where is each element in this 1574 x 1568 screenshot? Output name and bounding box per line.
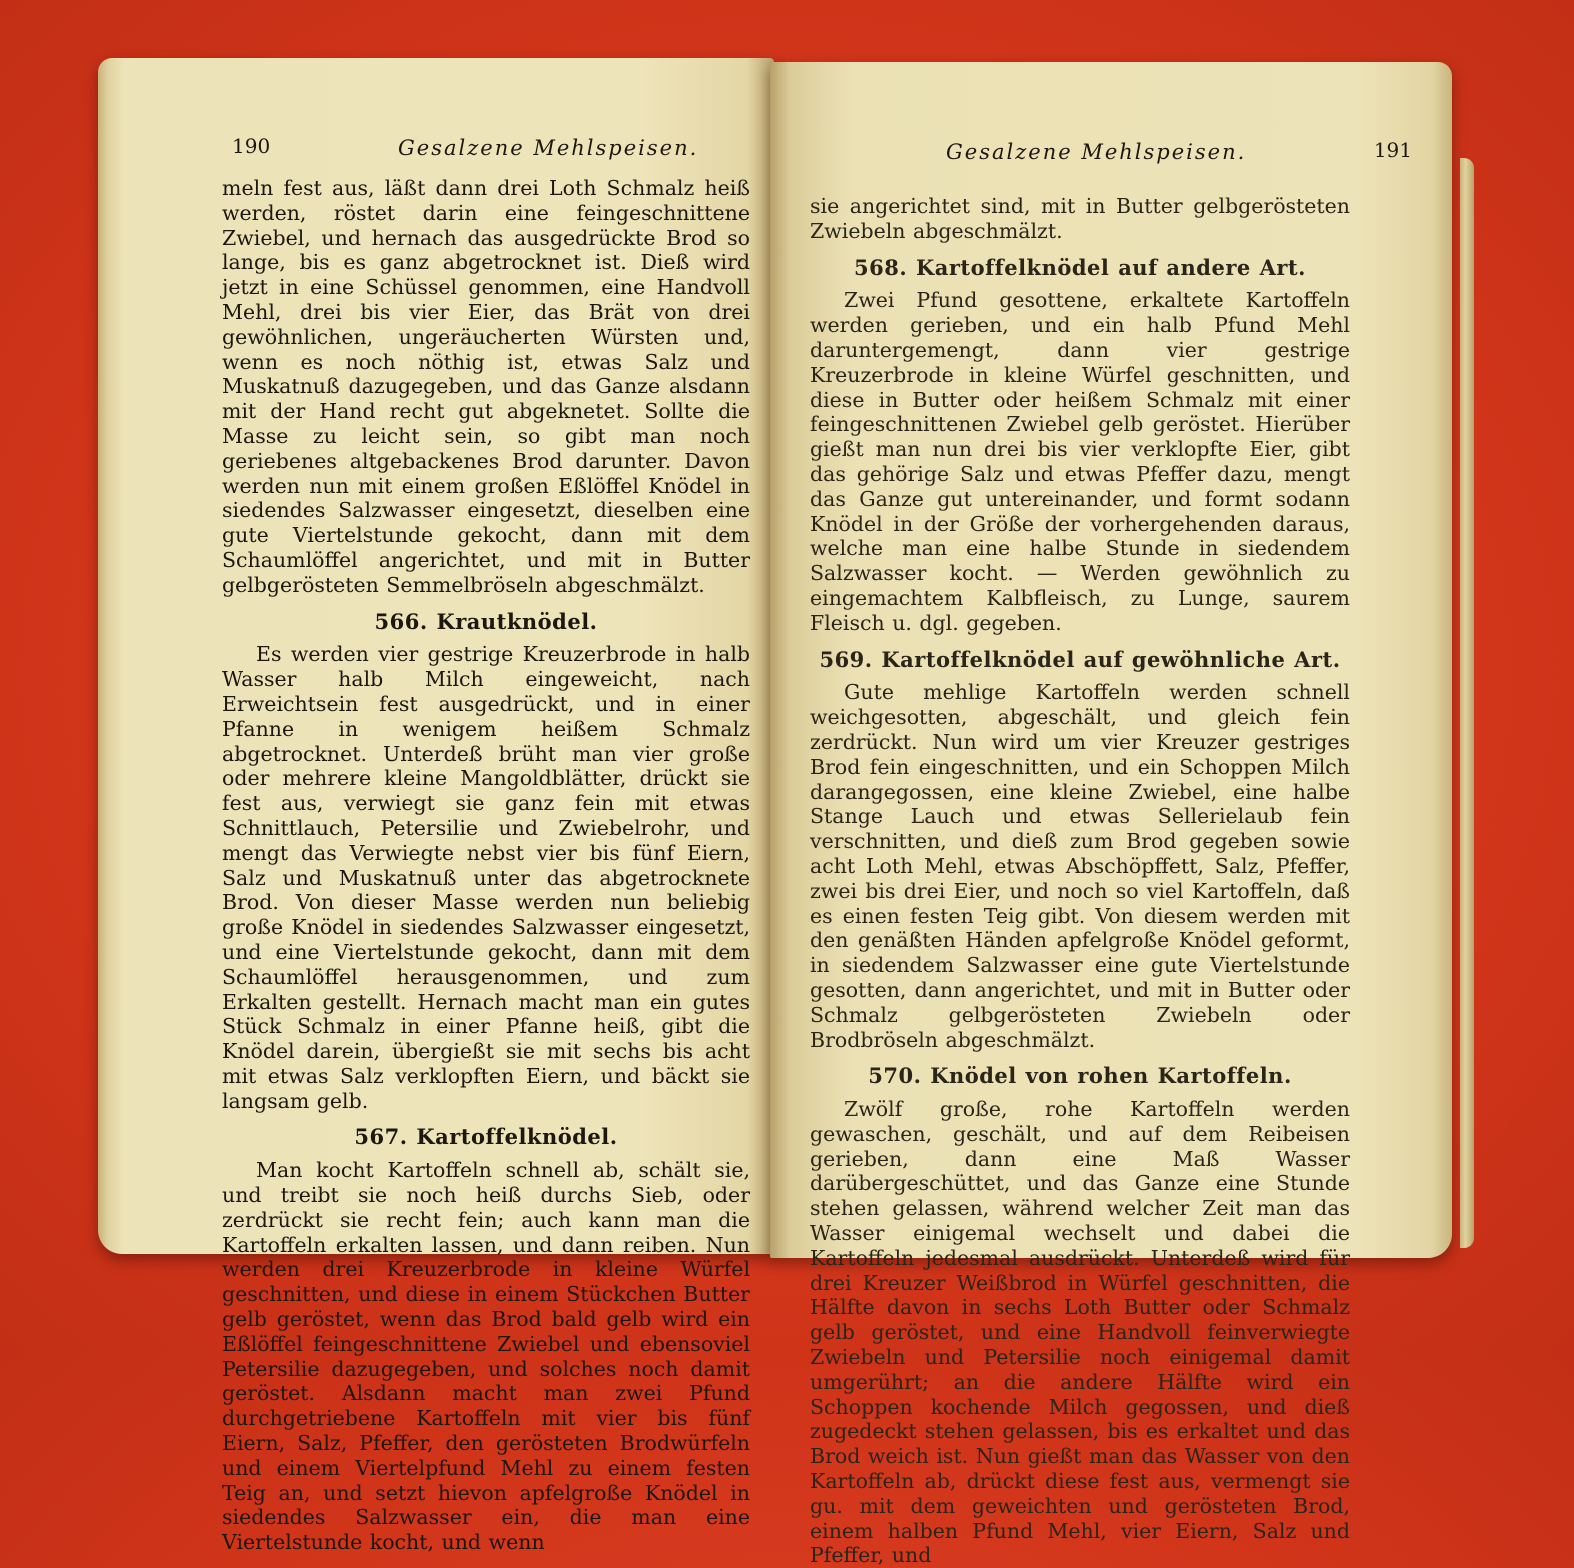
recipe-title-570: 570. Knödel von rohen Kartoffeln. [868, 1063, 1292, 1089]
recipe-text-568: Zwei Pfund gesottene, erkaltete Kartoffeln werden gerieben, und ein halb Pfund Mehl daruntergemengt, dann vier gestrige Kreuzerbrode in kleine Würfel geschnitten, und diese in Butter oder heißem Schmalz mit einer feingeschnittenen Zwiebel gelb geröstet. Hierüber gießt man nun drei bis vier verklopfte Eier, gibt das gehörige Salz und etwas Pfeffer dazu, mengt das Ganze gut untereinander, und formt sodann Knödel in der Größe der vorhergehenden daraus, welche man eine halbe Stunde in siedendem Salzwasser kocht. — Werden gewöhnlich zu eingemachtem Kalbfleisch, zu Lunge, saurem Fleisch u. dgl. gegeben. [810, 288, 1350, 635]
right-page-text [810, 194, 1350, 1568]
recipe-text-569: Gute mehlige Kartoffeln werden schnell weichgesotten, abgeschält, und gleich fein zerdrückt. Nun wird um vier Kreuzer gestriges Brod fein eingeschnitten, und ein Schoppen Milch darangegossen, eine kleine Zwiebel, eine halbe Stange Lauch und etwas Sellerielaub fein verschnitten, und dieß zum Brod gegeben sowie acht Loth Mehl, etwas Abschöpffett, Salz, Pfeffer, zwei bis drei Eier, und noch so viel Kartoffeln, daß es einen festen Teig gibt. Von diesem werden mit den genäßten Händen apfelgroße Knödel geformt, in siedendem Salzwasser eine gute Viertelstunde gesotten, dann angerichtet, und mit in Butter oder Schmalz gelbgerösteten Zwiebeln oder Brodbröseln abgeschmälzt. [810, 680, 1350, 1052]
recipe-title-566: 566. Krautknödel. [374, 608, 598, 634]
recipe-title-568: 568. Kartoffelknödel auf andere Art. [854, 254, 1306, 280]
running-head-right: Gesalzene Mehlspeisen. [946, 140, 1247, 164]
page-number-left: 190 [232, 134, 271, 158]
recipe-title-567: 567. Kartoffelknödel. [354, 1124, 618, 1150]
running-head-left: Gesalzene Mehlspeisen. [398, 136, 699, 160]
continuation-paragraph: meln fest aus, läßt dann drei Loth Schmalz heiß werden, röstet darin eine feingeschnittene Zwiebel, und hernach das ausgedrückte Brod so lange, bis es ganz abgetrocknet ist. Dieß wird jetzt in eine Schüssel genommen, eine Handvoll Mehl, drei bis vier Eier, das Brät von drei gewöhnlichen, ungeräucherten Würsten und, wenn es noch nöthig ist, etwas Salz und Muskatnuß dazugegeben, und das Ganze alsdann mit der Hand recht gut abgeknetet. Sollte die Masse zu leicht sein, so gibt man noch geriebenes altgebackenes Brod darunter. Davon werden nun mit einem großen Eßlöffel Knödel in siedendes Salzwasser eingesetzt, dieselben eine gute Viertelstunde gekocht, dann mit dem Schaumlöffel angerichtet, und mit in Butter gelbgerösteten Semmelbröseln abgeschmälzt. [222, 176, 750, 597]
right-page [770, 62, 1452, 1568]
recipe-text-566: Es werden vier gestrige Kreuzerbrode in halb Wasser halb Milch eingeweicht, nach Erweichtsein fest ausgedrückt, und in einer Pfanne in wenigem heißem Schmalz abgetrocknet. Unterdeß brüht man vier große oder mehrere kleine Mangoldblätter, drückt sie fest aus, verwiegt sie ganz fein mit etwas Schnittlauch, Petersilie und Zwiebelrohr, und mengt das Verwiegte nebst vier bis fünf Eiern, Salz und Muskatnuß unter das abgetrocknete Brod. Von dieser Masse werden nun beliebig große Knödel in siedendes Salzwasser eingesetzt, und eine Viertelstunde gekocht, dann mit dem Schaumlöffel herausgenommen, und zum Erkalten gestellt. Hernach macht man ein gutes Stück Schmalz in einer Pfanne heiß, gibt die Knödel darein, übergießt sie mit sechs bis acht mit etwas Salz verklopften Eiern, und bäckt sie langsam gelb. [222, 642, 750, 1113]
book-page-edges [1460, 158, 1474, 1248]
right-page-header [770, 138, 1452, 172]
left-page-header [98, 134, 774, 168]
left-page [98, 58, 774, 1555]
continuation-paragraph: sie angerichtet sind, mit in Butter gelbgerösteten Zwiebeln abgeschmälzt. [810, 194, 1350, 243]
open-book [98, 58, 1470, 1568]
left-page-text [222, 176, 750, 1555]
recipe-text-567: Man kocht Kartoffeln schnell ab, schält sie, und treibt sie noch heiß durchs Sieb, oder zerdrückt sie recht fein; auch kann man die Kartoffeln erkalten lassen, und dann reiben. Nun werden drei Kreuzerbrode in kleine Würfel geschnitten, und diese in einem Stückchen Butter gelb geröstet, wenn das Brod bald gelb wird ein Eßlöffel feingeschnittene Zwiebel und ebensoviel Petersilie dazugegeben, und solches noch damit geröstet. Alsdann macht man zwei Pfund durchgetriebene Kartoffeln mit vier bis fünf Eiern, Salz, Pfeffer, den gerösteten Brodwürfeln und einem Viertelpfund Mehl zu einem festen Teig an, und setzt hievon apfelgroße Knödel in siedendes Salzwasser ein, die man eine Viertelstunde kocht, und wenn [222, 1158, 750, 1555]
recipe-text-570: Zwölf große, rohe Kartoffeln werden gewaschen, geschält, und auf dem Reibeisen gerieben, dann eine Maß Wasser darübergeschüttet, und das Ganze eine Stunde stehen gelassen, während welcher Zeit man das Wasser einigemal wechselt und dabei die Kartoffeln jedesmal ausdrückt. Unterdeß wird für drei Kreuzer Weißbrod in Würfel geschnitten, die Hälfte davon in sechs Loth Butter oder Schmalz gelb geröstet, und eine Handvoll feinverwiegte Zwiebeln und Petersilie noch einigemal damit umgerührt; an die andere Hälfte wird ein Schoppen kochende Milch gegossen, und dieß zugedeckt stehen gelassen, bis es erkaltet und das Brod weich ist. Nun gießt man das Wasser von den Kartoffeln ab, drückt diese fest aus, vermengt sie gu. mit dem geweichten und gerösteten Brod, einem halben Pfund Mehl, vier Eiern, Salz und Pfeffer, und [810, 1097, 1350, 1568]
page-number-right: 191 [1373, 138, 1412, 162]
recipe-title-569: 569. Kartoffelknödel auf gewöhnliche Art. [819, 646, 1341, 672]
